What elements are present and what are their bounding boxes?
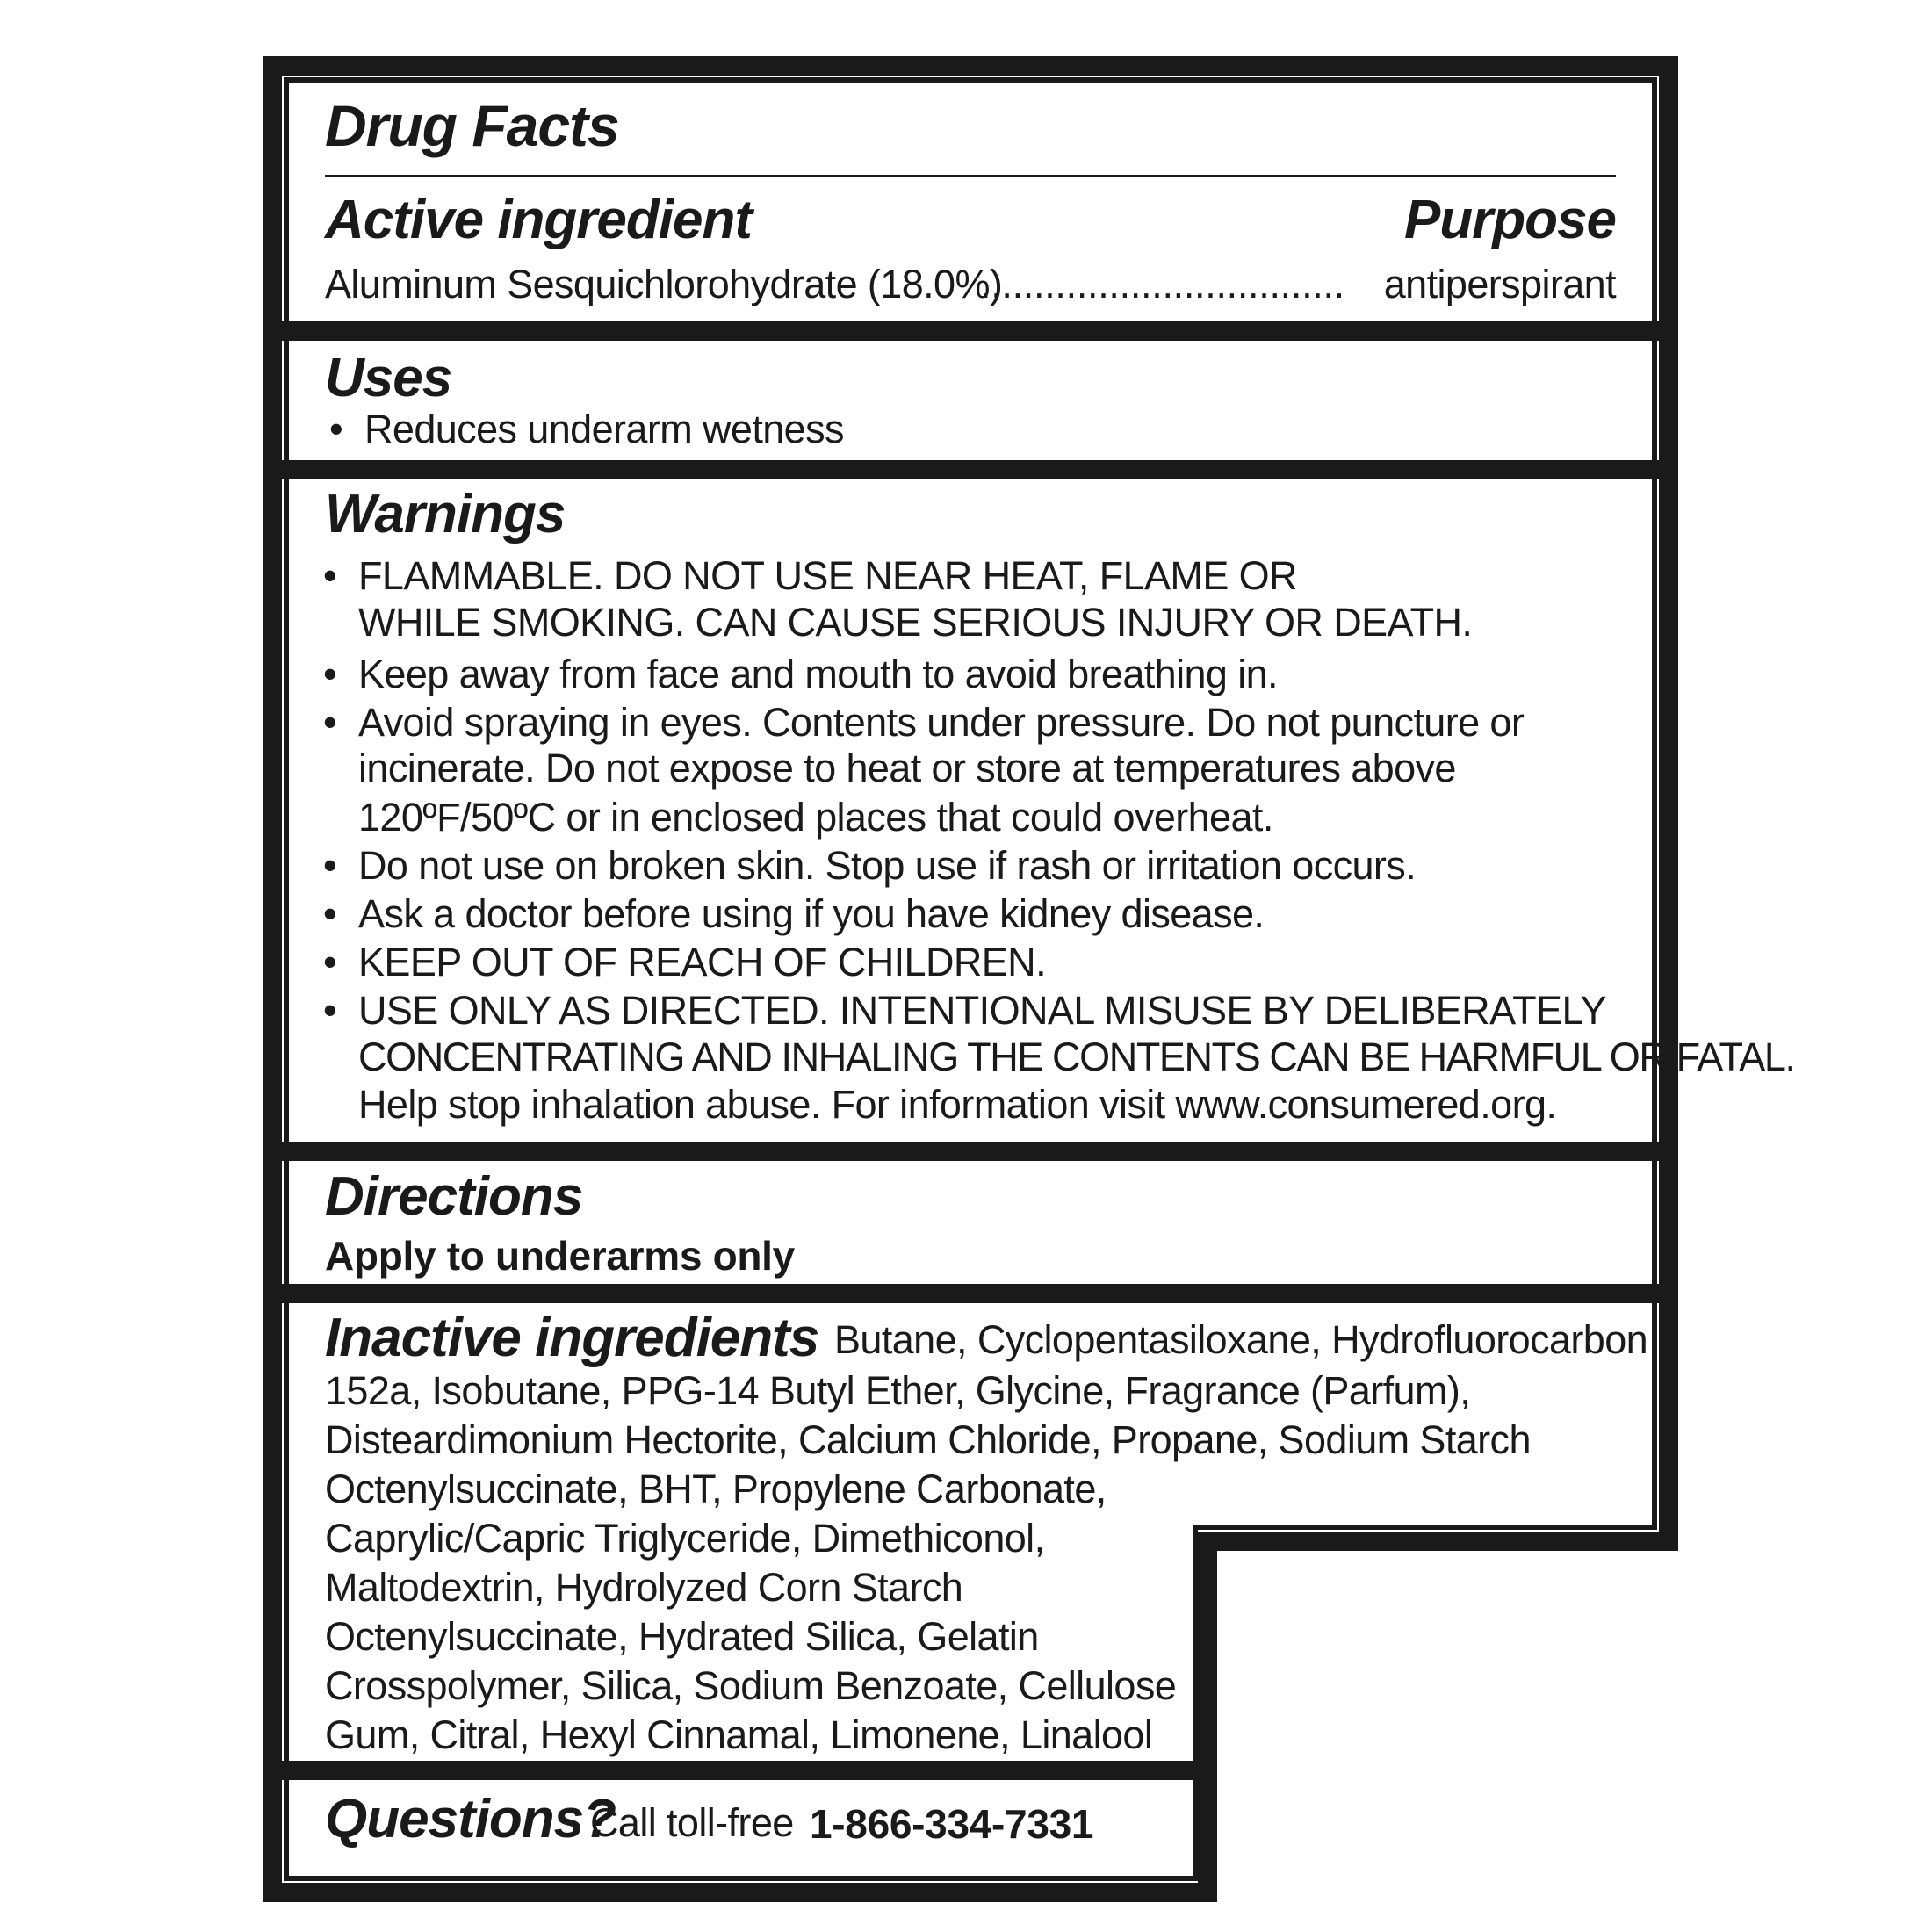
warning-1-line-1: FLAMMABLE. DO NOT USE NEAR HEAT, FLAME OR: [358, 553, 1297, 598]
bullet: •: [323, 891, 337, 936]
separator-4: [281, 1284, 1660, 1303]
separator-5: [281, 1761, 1203, 1780]
purpose-header: Purpose: [1403, 190, 1616, 250]
active-ingredient-leader: ..................................: [980, 262, 1344, 306]
active-ingredient-header: Active ingredient: [325, 190, 752, 250]
directions-header: Directions: [325, 1166, 583, 1227]
bullet: •: [323, 988, 337, 1033]
inactive-line-7: Octenylsuccinate, Hydrated Silica, Gelatin: [325, 1614, 1039, 1659]
inactive-line-9: Gum, Citral, Hexyl Cinnamal, Limonene, Linalool: [325, 1712, 1153, 1757]
uses-item: Reduces underarm wetness: [364, 407, 844, 451]
separator-1: [281, 321, 1660, 341]
bullet: •: [323, 652, 337, 696]
questions-phone: 1-866-334-7331: [810, 1801, 1094, 1847]
warning-5-line-1: Ask a doctor before using if you have kidney disease.: [358, 891, 1265, 936]
bullet: •: [323, 700, 337, 745]
inactive-line-3: Disteardimonium Hectorite, Calcium Chloride, Propane, Sodium Starch: [325, 1417, 1531, 1462]
active-ingredient-name: Aluminum Sesquichlorohydrate (18.0%): [325, 262, 1003, 306]
warning-7-line-2: CONCENTRATING AND INHALING THE CONTENTS CAN BE HARMFUL OR FATAL.: [358, 1034, 1795, 1079]
inactive-ingredients-header: Inactive ingredients: [325, 1308, 819, 1368]
bullet: •: [323, 843, 337, 888]
active-ingredient-purpose: antiperspirant: [1383, 262, 1616, 306]
warning-7-line-1: USE ONLY AS DIRECTED. INTENTIONAL MISUSE BY DELIBERATELY: [358, 988, 1606, 1033]
warning-1-line-2: WHILE SMOKING. CAN CAUSE SERIOUS INJURY OR DEATH.: [358, 600, 1473, 645]
inactive-line-8: Crosspolymer, Silica, Sodium Benzoate, Cellulose: [325, 1663, 1177, 1708]
page-title: Drug Facts: [325, 93, 619, 158]
bullet: •: [329, 407, 343, 451]
warning-7-line-3: Help stop inhalation abuse. For information visit www.consumered.org.: [358, 1082, 1557, 1127]
warning-6-line-1: KEEP OUT OF REACH OF CHILDREN.: [358, 940, 1046, 984]
questions-text: Call toll-free: [590, 1800, 794, 1845]
inactive-line-5: Caprylic/Capric Triglyceride, Dimethiconol,: [325, 1516, 1045, 1561]
bullet: •: [323, 940, 337, 984]
warning-2-line-1: Keep away from face and mouth to avoid breathing in.: [358, 652, 1278, 696]
inactive-line-6: Maltodextrin, Hydrolyzed Corn Starch: [325, 1565, 963, 1610]
warning-4-line-1: Do not use on broken skin. Stop use if rash or irritation occurs.: [358, 843, 1417, 888]
inactive-line-4: Octenylsuccinate, BHT, Propylene Carbonate,: [325, 1467, 1107, 1511]
warning-3-line-1: Avoid spraying in eyes. Contents under pressure. Do not puncture or: [358, 700, 1525, 745]
warning-3-line-3: 120ºF/50ºC or in enclosed places that could overheat.: [358, 795, 1273, 840]
separator-2: [281, 460, 1660, 479]
questions-header: Questions?: [325, 1789, 616, 1849]
inactive-line-2: 152a, Isobutane, PPG-14 Butyl Ether, Glycine, Fragrance (Parfum),: [325, 1368, 1471, 1413]
inactive-line-1: Butane, Cyclopentasiloxane, Hydrofluorocarbon: [834, 1317, 1648, 1362]
uses-header: Uses: [325, 348, 452, 408]
separator-3: [281, 1142, 1660, 1161]
warning-3-line-2: incinerate. Do not expose to heat or store at temperatures above: [358, 746, 1456, 790]
warnings-header: Warnings: [325, 484, 566, 544]
title-rule: [325, 175, 1616, 177]
directions-text: Apply to underarms only: [325, 1233, 795, 1279]
bullet: •: [323, 553, 337, 598]
